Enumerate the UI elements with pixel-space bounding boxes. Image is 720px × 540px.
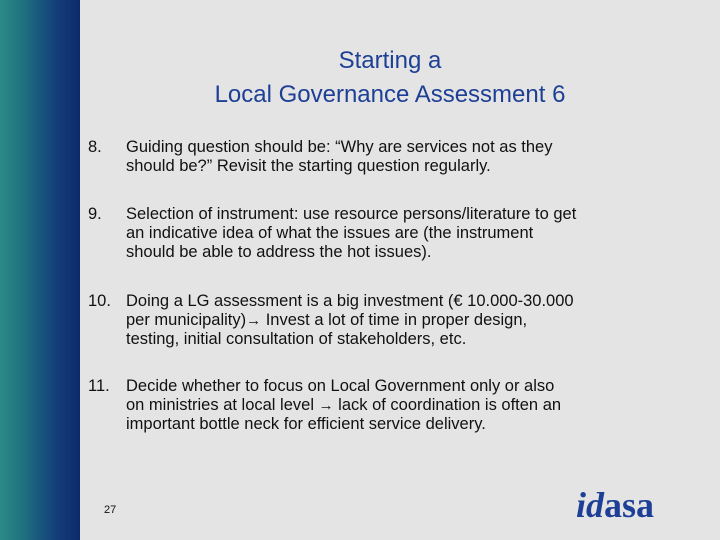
item-line-part: Invest a lot of time in proper design, xyxy=(261,311,528,329)
page-number: 27 xyxy=(104,504,117,516)
item-number: 9. xyxy=(88,205,102,223)
logo-part-1: id xyxy=(576,485,605,525)
item-number: 8. xyxy=(88,138,102,156)
item-line xyxy=(126,311,686,330)
arrow-right-icon: → xyxy=(318,397,334,414)
item-line: Selection of instrument: use resource persons/literature to get xyxy=(126,205,577,223)
item-text xyxy=(126,138,686,176)
item-line: Decide whether to focus on Local Government only or also xyxy=(126,377,555,395)
item-text xyxy=(126,292,686,349)
idasa-logo xyxy=(576,484,654,526)
item-line: important bottle neck for efficient service delivery. xyxy=(126,415,486,433)
item-text xyxy=(126,205,686,262)
side-band xyxy=(0,0,80,540)
item-number: 10. xyxy=(88,292,111,310)
item-text xyxy=(126,377,686,434)
item-line-part: lack of coordination is often an xyxy=(333,396,562,414)
item-line-part: per municipality) xyxy=(126,311,247,329)
item-line: Guiding question should be: “Why are services not as they xyxy=(126,138,553,156)
slide-title xyxy=(80,44,700,112)
item-line: should be?” Revisit the starting question regularly. xyxy=(126,157,491,175)
item-line: testing, initial consultation of stakeholders, etc. xyxy=(126,330,467,348)
item-line: should be able to address the hot issues). xyxy=(126,243,432,261)
logo-part-2: asa xyxy=(604,485,655,525)
item-line: an indicative idea of what the issues are (the instrument xyxy=(126,224,534,242)
item-number: 11. xyxy=(88,377,110,395)
item-line xyxy=(126,396,686,415)
title-line-1: Starting a xyxy=(338,47,442,74)
arrow-right-icon: → xyxy=(246,312,262,329)
item-line-part: on ministries at local level xyxy=(126,396,319,414)
title-line-2: Local Governance Assessment 6 xyxy=(214,81,566,108)
item-line: Doing a LG assessment is a big investment (€ 10.000-30.000 xyxy=(126,292,574,310)
